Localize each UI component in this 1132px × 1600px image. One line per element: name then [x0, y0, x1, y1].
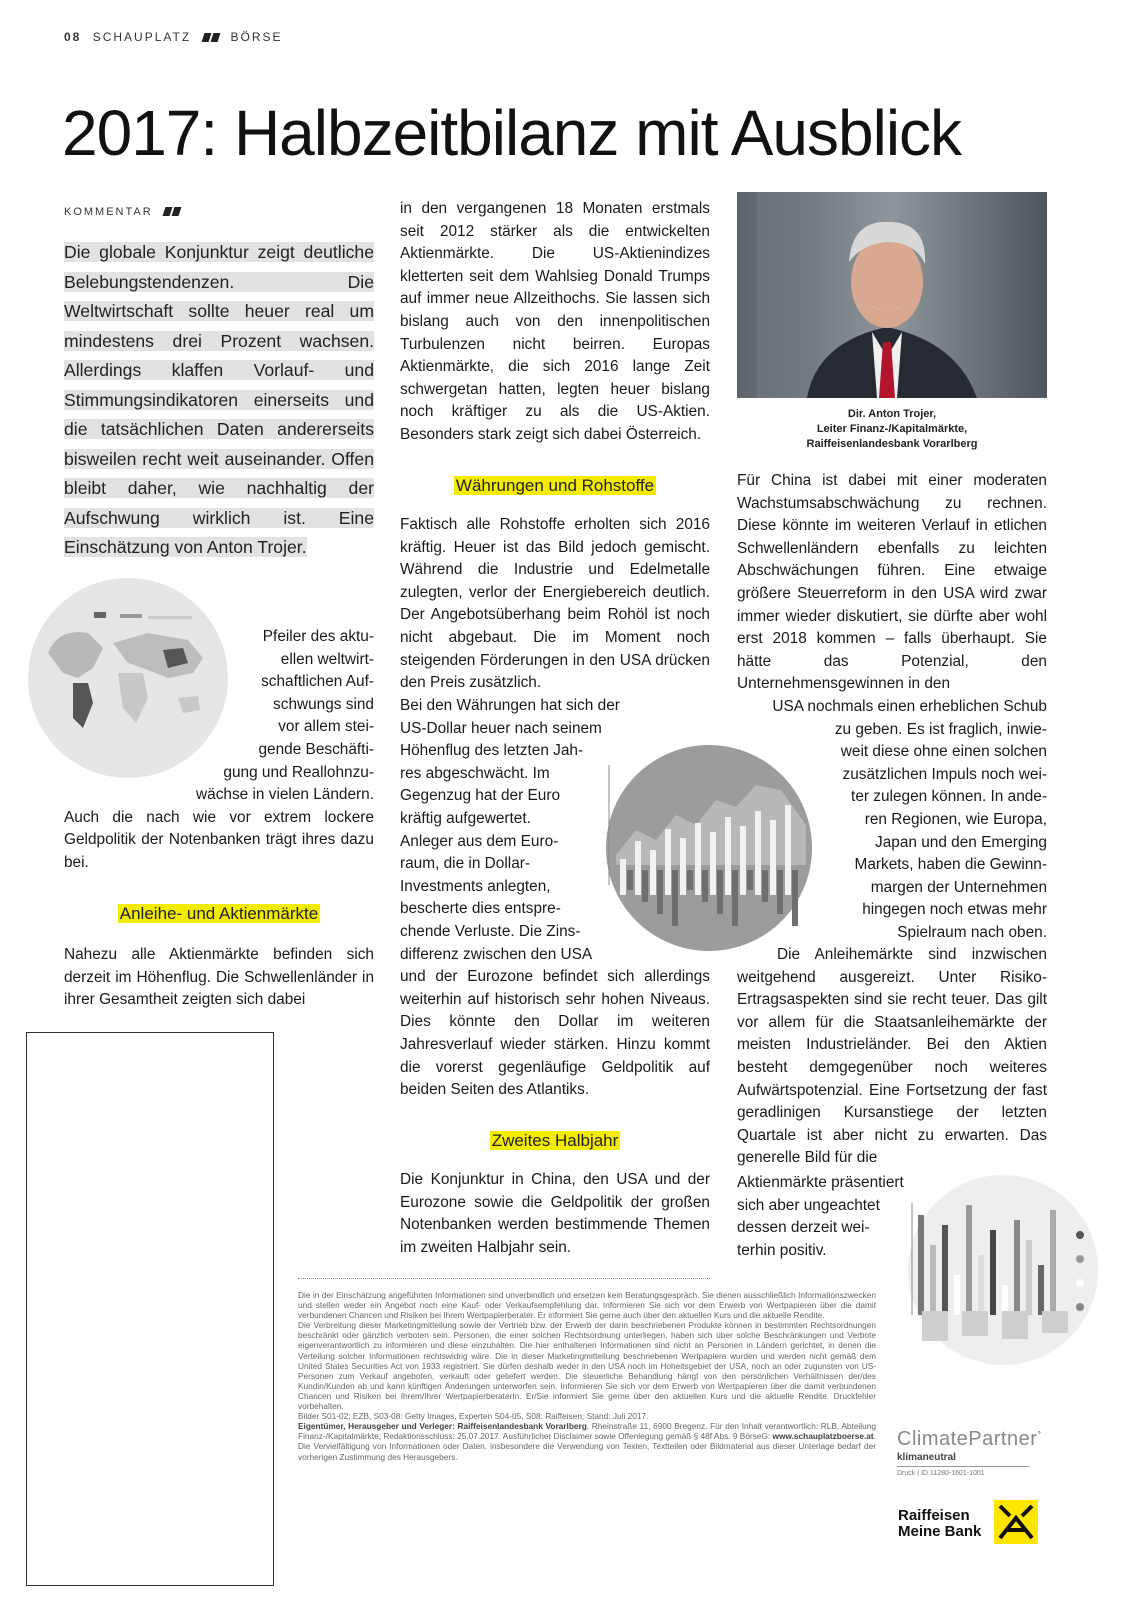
c1p1-line: schaftlichen Auf- [261, 673, 374, 691]
col1-para1-lines [64, 626, 374, 807]
disclaimer-p2: Die Verbreitung dieser Marketingmitteilung sowie der Vertrieb bzw. der Erwerb der darin beschriebenen Produkte können in bestimmten Rechtsordnungen beschränkt oder gänzlich verboten sein. Personen, die einer solchen Rechtsordnung unterliegen, haben sich über solche Beschränkungen und Verbote eigenverantwortlich zu informieren und diese einzuhalten. Die hier enthaltenen Informationen sind nicht an Personen in Ländern gerichtet, in denen die Verteilung solcher Informationen rechtswidrig wäre. Die in dieser Marketingmitteilung beschriebenen Wertpapiere wurden und werden nicht gemäß dem United States Securities Act von 1933 registriert. Sie dürfen deshalb weder in den USA noch im Hoheitsgebiet der USA, noch an oder zugunsten von US-Personen zum Verkauf angeboten, verkauft oder geliefert werden. Die steuerliche Behandlung hängt von den persönlichen Verhältnissen der/des Kundin/Kunden ab und kann künftigen Änderungen unterworfen sein. Informieren Sie sich vor dem Erwerb von Wertpapieren über die damit verbundenen Chancen und Risiken bei Ihrem/Ihrer WertpapierberaterIn. Er/Sie informiert Sie gerne über den aktuellen Kurs und die aktuelle Rendite. Druckfehler vorbehalten. [298, 1320, 876, 1412]
subheading-waehrungen [400, 476, 710, 496]
c3p1-line: USA nochmals einen erheblichen Schub [772, 698, 1047, 715]
caption-line-3: Raiffeisenlandesbank Vorarlberg [806, 438, 978, 450]
intro-highlight: Die globale Konjunktur zeigt deutliche Belebungstendenzen. Die Weltwirtschaft sollte heuer real um mindestens drei Prozent wachsen. Allerdings klaffen Vorlauf- und Stimmungsindikatoren einerseits und die tatsächlichen Daten andererseits bisweilen recht weit auseinander. Offen bleibt daher, wie nachhaltig der Aufschwung wirklich ist. Eine Einschätzung von Anton Trojer. [64, 242, 374, 557]
deco-bar-light [665, 829, 671, 895]
kommentar-text: KOMMENTAR [64, 206, 153, 218]
c2p3-line: Anleger aus dem Euro- [400, 832, 559, 850]
deco-bar-base [962, 1311, 988, 1336]
c2p3-line: Gegenzug hat der Euro [400, 787, 561, 805]
disclaimer-divider [298, 1278, 710, 1279]
deco-bar [942, 1225, 948, 1315]
photo-caption [737, 407, 1047, 452]
c3p1-line: Japan und den Emerging [875, 833, 1047, 851]
c3p1-line: hingegen noch etwas mehr [862, 901, 1047, 919]
disclaimer [298, 1290, 876, 1462]
deco-bar-dark [627, 870, 633, 890]
col1-para1-end: Auch die nach wie vor extrem lockere Geldpolitik der Notenbanken trägt ihres dazu bei. [64, 808, 374, 871]
divider-mark-icon [171, 207, 181, 216]
c1p1-line: gung und Reallohnzu- [223, 763, 374, 781]
c2p3-line: chende Verluste. Die Zins- [400, 922, 581, 940]
subheading-anleihe [64, 904, 374, 924]
deco-bar [954, 1275, 960, 1315]
c3p1-line: zusätzlichen Impuls noch wei- [842, 765, 1047, 783]
website-link[interactable]: www.schauplatzboerse.at [772, 1431, 874, 1442]
col2-paragraph-1: in den vergangenen 18 Monaten erstmals seit 2012 stärker als die entwickelten Aktienmärkte. Die US-Aktienindizes kletterten seit dem Wahlsieg Donald Trumps auf immer neue Allzeithochs. Sie lassen sich bislang auch von den innenpolitischen Turbulenzen nicht beirren. Europas Aktienmärkte, die sich 2016 lange Zeit schwergetan hatten, legten heuer bislang noch kräftiger zu als die US-Aktien. Besonders stark zeigt sich dabei Österreich. [400, 200, 710, 443]
deco-bar [990, 1230, 996, 1315]
subheading-waehrungen-text: Währungen und Rohstoffe [455, 476, 655, 495]
deco-bar-dark [687, 870, 693, 890]
c3p1-line: Spielraum nach oben. [897, 923, 1047, 941]
deco-bar-light [650, 850, 656, 895]
deco-bar [1050, 1210, 1056, 1315]
c3p2-line: Aktienmärkte präsentiert [737, 1174, 904, 1191]
c3p1-line: ren Regionen, wie Europa, [864, 810, 1047, 828]
col2-paragraph-2: Faktisch alle Rohstoffe erholten sich 2016 kräftig. Heuer ist das Bild jedoch gemischt. Während die Industrie und Edelmetalle zulegten, verlor der Energiebereich deutlich. Der Angebotsüberhang beim Rohöl ist noch nicht abgebaut. Die im Moment noch steigenden Förderungen in den USA drücken den Preis zusätzlich. [400, 516, 710, 692]
deco-bar [930, 1245, 936, 1315]
c3p1-line: Markets, haben die Gewinn- [854, 856, 1047, 874]
c1p1-line: Pfeiler des aktu- [262, 628, 374, 645]
raiffeisen-gable-icon [994, 1500, 1038, 1544]
subheading-halbjahr [400, 1131, 710, 1151]
c2p3-line: Investments anlegten, [400, 877, 551, 895]
deco-bar [966, 1205, 972, 1315]
c3p1-line: weit diese ohne einen solchen [840, 743, 1047, 761]
deco-bar [1014, 1220, 1020, 1315]
deco-bar [1026, 1240, 1032, 1315]
c1p1-line: ellen weltwirt- [280, 650, 374, 668]
caption-line-1: Dir. Anton Trojer, [847, 408, 937, 420]
subheading-halbjahr-text: Zweites Halbjahr [491, 1131, 619, 1150]
empty-box [26, 1032, 274, 1586]
subsection-label: BÖRSE [230, 30, 283, 44]
deco-bar-light [710, 832, 716, 895]
raiffeisen-logo [898, 1508, 981, 1540]
climatepartner-text: ClimatePartner [897, 1428, 1038, 1450]
deco-bar [1002, 1285, 1008, 1315]
disclaimer-p3: Bilder S01-02: EZB, S03-08: Getty Images, Experten S04-05, S08: Raiffeisen; Stand: Juli 2017. [298, 1411, 649, 1422]
c3p2-line: sich aber ungeachtet [737, 1196, 880, 1214]
c1p1-line: vor allem stei- [278, 718, 374, 736]
c2p3-line: res abgeschwächt. Im [400, 764, 550, 782]
c2p3-line: US-Dollar heuer nach seinem [400, 719, 602, 737]
c2p3-line: kräftig aufgewertet. [400, 809, 531, 827]
page-number: 08 [64, 30, 82, 44]
deco-bar-base [922, 1311, 948, 1341]
intro-text [64, 238, 374, 563]
deco-bar-base [1002, 1311, 1028, 1339]
subheading-anleihe-text: Anleihe- und Aktienmärkte [119, 904, 319, 923]
climate-id: Druck | ID 11280-1601-1001 [897, 1470, 985, 1477]
disclaimer-p4-rest: , Rheinstraße 11, 6900 Bregenz. Für den Inhalt verantwortlich: RLB, Abteilung Finanz-/Kapitalmärkte; Redaktionsschluss: 25.07.2017. Ausführlicher Disclaimer sowie Offenlegung gemäß § 48f Abs. 9 BörseG: [298, 1421, 876, 1442]
disclaimer-p4 [298, 1421, 876, 1461]
page-title: 2017: Halbzeitbilanz mit Ausblick [62, 97, 962, 169]
portrait-photo [737, 192, 1047, 398]
bank-line-2: Meine Bank [898, 1523, 982, 1540]
c2p3-line: bescherte dies entspre- [400, 900, 561, 918]
c1p1-line: schwungs sind [273, 695, 374, 713]
col2-paragraph-4: Die Konjunktur in China, den USA und der Eurozone sowie die Geldpolitik der großen Notenbanken werden bestimmende Themen im zweiten Halbjahr sein. [400, 1171, 710, 1256]
c2p3-line: Höhenflug des letzten Jah- [400, 742, 584, 760]
deco-bar-light [620, 859, 626, 895]
c3p2-line: dessen derzeit wei- [737, 1219, 870, 1237]
c3p1-line: ter zulegen können. In ande- [851, 788, 1047, 806]
c1p1-line: wächse in vielen Ländern. [196, 786, 374, 804]
deco-bar-light [635, 841, 641, 895]
section-label: SCHAUPLATZ [92, 30, 192, 44]
c2p3-line: Bei den Währungen hat sich der [400, 697, 620, 714]
col1-paragraph-2: Nahezu alle Aktienmärkte befinden sich derzeit im Höhenflug. Die Schwellenländer in ihrer Gesamtheit zeigten sich dabei [64, 946, 374, 1009]
disclaimer-publisher: Eigentümer, Herausgeber und Verleger: Raiffeisenlandesbank Vorarlberg [298, 1421, 587, 1432]
deco-bar-dark [642, 870, 648, 902]
deco-bar-dark [672, 870, 678, 926]
bank-line-1: Raiffeisen [898, 1507, 970, 1524]
deco-bar [978, 1255, 984, 1315]
c2p3-line: raum, die in Dollar- [400, 855, 531, 873]
deco-bar-base [1042, 1311, 1068, 1333]
disclaimer-p1: Die in der Einschätzung angeführten Informationen sind unverbindlich und ersetzen kein Beratungsgespräch. Sie dienen ausschließlich Informationszwecken und stellen weder ein Angebot noch eine Kauf- oder Verkaufsempfehlung dar. Informieren Sie sich vor dem Erwerb von Wertpapieren über die damit verbundenen Chancen und Risiken bei Ihrem Wertpapierberater. Er informiert Sie gerne auch über den aktuellen Kurs und die aktuelle Rendite. [298, 1290, 876, 1321]
c1p1-line: gende Beschäfti- [258, 740, 374, 758]
deco-bar-light [725, 817, 731, 895]
deco-bar-light [680, 838, 686, 895]
deco-bar-dark [657, 870, 663, 914]
deco-bar [918, 1215, 924, 1315]
small-bar-chart-icon [908, 1175, 1098, 1365]
deco-bar-dark [702, 870, 708, 902]
c2p3-line: differenz zwischen den USA [400, 945, 593, 963]
col3-para2-lines [737, 1172, 917, 1262]
climatepartner-logo: ClimatePartner° [897, 1428, 1042, 1450]
climate-divider [897, 1466, 1029, 1467]
col3-para1-lines [737, 696, 1047, 945]
deco-bar-dark [717, 870, 723, 914]
c3p2-line: terhin positiv. [737, 1241, 827, 1259]
deco-bar [1038, 1265, 1044, 1315]
caption-line-2: Leiter Finanz-/Kapitalmärkte, [816, 423, 968, 435]
portrait-icon [737, 192, 1047, 398]
c3p1-line: margen der Unternehmen [870, 878, 1047, 896]
kommentar-label [64, 206, 181, 218]
col3-paragraph-2: Die Anleihemärkte sind inzwischen weitgehend ausgereizt. Unter Risiko-Ertragsaspekten sind sie recht teuer. Das gilt vor allem für die Staatsanleihemärkte der meisten Industrieländer. Bei den Aktien besteht demgegenüber noch weiteres Aufwärtspotenzial. Eine Fortsetzung der fast geradlinigen Kursanstiege der letzten Quartale ist aber nicht zu erwarten. Das generelle Bild für die [737, 946, 1047, 1167]
page-header [64, 30, 283, 44]
c3p1-line: zu geben. Es ist fraglich, inwie- [834, 720, 1047, 738]
divider-mark-icon [210, 33, 220, 42]
deco-bar-light [695, 823, 701, 895]
col1-paragraph-1 [64, 626, 374, 875]
col3-paragraph-1: Für China ist dabei mit einer moderaten Wachstumsabschwächung zu rechnen. Diese könnte im weiteren Verlauf in etlichen Schwellenländern ebenfalls zu leichten Abschwächungen führen. Eine etwaige größere Steuerreform in den USA wird zwar immer wieder diskutiert, sie dürfte aber wohl erst 2018 kommen – falls überhaupt. Sie hätte das Potenzial, den Unternehmensgewinnen in den [737, 472, 1047, 693]
col2-para3-end: und der Eurozone befindet sich allerdings weiterhin auf historisch sehr hohen Niveaus. Dies könnte den Dollar im weiteren Jahresverlauf wieder stärken. Hinzu kommt die vorerst gegenläufige Geldpolitik auf beiden Seiten des Atlantiks. [400, 968, 710, 1099]
disclaimer-p4-end: . Die Vervielfältigung von Informationen oder Daten, insbesondere die Verwendung von Texten, Textteilen oder Bildmaterial aus dieser Unterlage bedarf der vorherigen Zustimmung des Herausgebers. [298, 1431, 876, 1462]
climate-subtitle: klimaneutral [897, 1452, 956, 1463]
